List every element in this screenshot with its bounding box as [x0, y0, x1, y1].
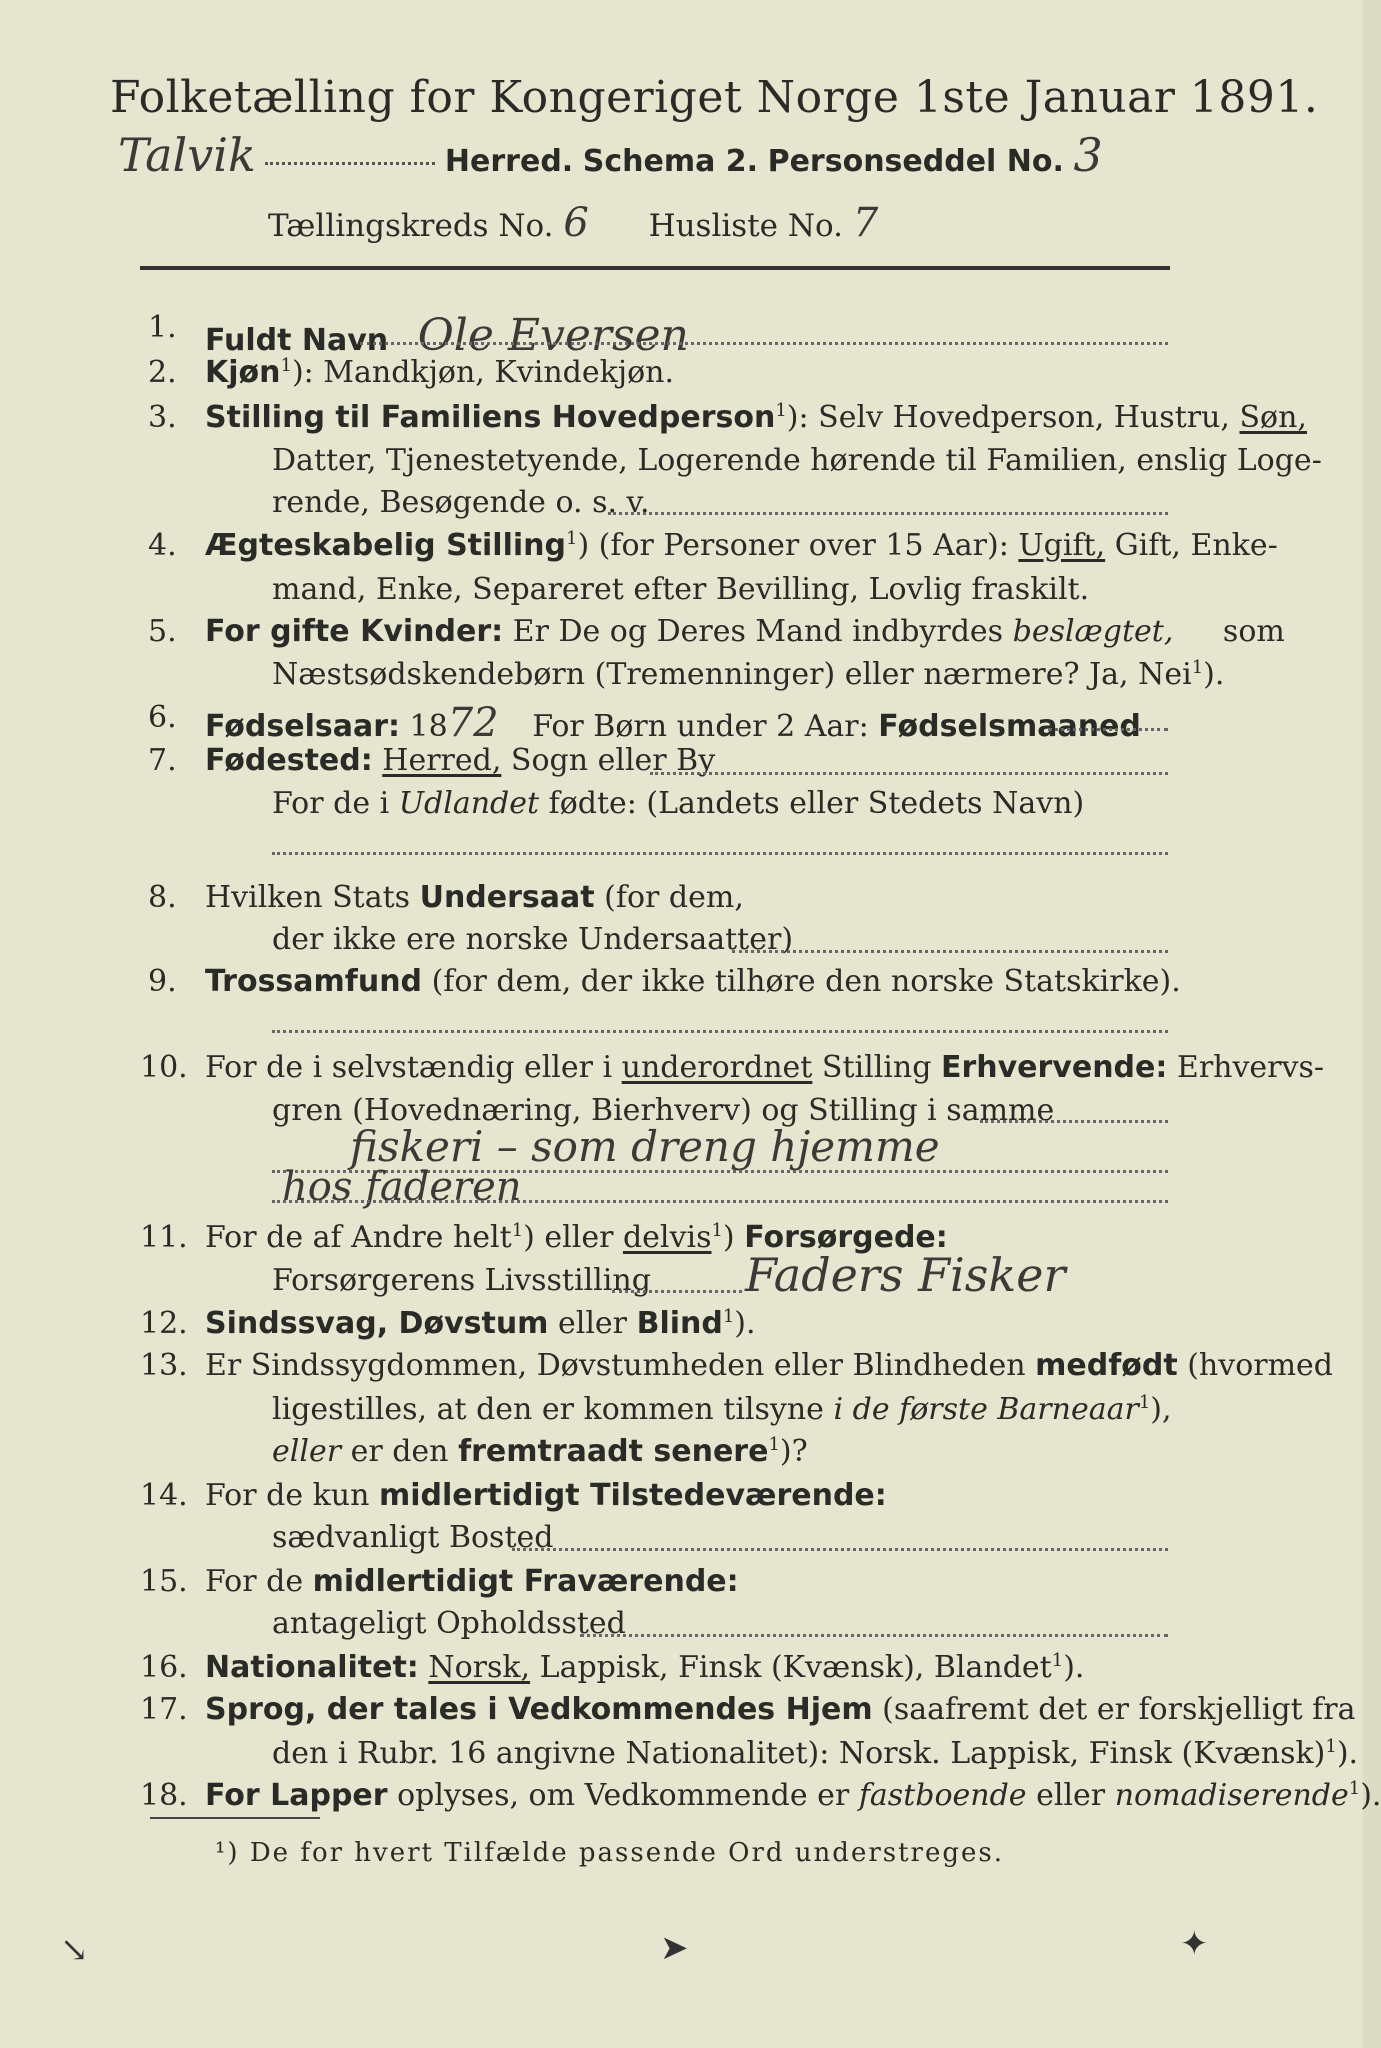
- item-3: Stilling til Familiens Hovedperson$^1$): Selv Hovedperson, Hustru, Søn,: [205, 400, 1307, 435]
- item-2: Kjøn$^1$): Mandkjøn, Kvindekjøn.: [205, 355, 674, 390]
- item-label: medfødt: [1035, 1348, 1178, 1383]
- dotted-leader: [1048, 728, 1168, 731]
- footnote-rule: [150, 1817, 320, 1819]
- item-number: 12.: [140, 1306, 188, 1341]
- item-number: 1.: [148, 310, 177, 345]
- underlined-answer: Herred,: [382, 743, 502, 778]
- item-12: Sindssvag, Døvstum eller Blind$^1$).: [205, 1306, 756, 1341]
- item-6: Fødselsaar: 1872 For Børn under 2 Aar: Fødselsmaaned: [205, 700, 1141, 746]
- item-13-line-3: eller er den fremtraadt senere$^1$)?: [272, 1434, 808, 1469]
- form-title: Folketælling for Kongeriget Norge 1ste Januar 1891.: [110, 72, 1319, 123]
- item-7-line-2: For de i Udlandet fødte: (Landets eller Stedets Navn): [272, 786, 1085, 821]
- item-15-line-2: antageligt Opholdssted: [272, 1606, 626, 1641]
- birth-year-value: 72: [447, 700, 499, 746]
- dotted-leader: [608, 512, 1168, 515]
- dotted-leader: [272, 1030, 1168, 1033]
- dotted-leader: [580, 1634, 1168, 1637]
- kreds-label: Tællingskreds No.: [268, 208, 554, 244]
- underlined-answer: delvis: [622, 1220, 712, 1255]
- item-5-line-2: Næstsødskendebørn (Tremenninger) eller nærmere? Ja, Nei$^1$).: [272, 657, 1225, 692]
- item-14: For de kun midlertidigt Tilstedeværende:: [205, 1478, 887, 1513]
- item-label: Fødested:: [205, 743, 373, 778]
- item-number: 16.: [140, 1650, 188, 1685]
- husliste-value: 7: [852, 200, 879, 246]
- item-17: Sprog, der tales i Vedkommendes Hjem (saafremt det er forskjelligt fra: [205, 1692, 1356, 1727]
- schema-label: Schema 2.: [582, 144, 759, 179]
- herred-line: [118, 128, 1103, 182]
- item-3-line-2: Datter, Tjenestetyende, Logerende hørende til Familien, enslig Loge-: [272, 443, 1322, 478]
- item-4: Ægteskabelig Stilling$^1$) (for Personer over 15 Aar): Ugift, Gift, Enke-: [205, 528, 1278, 563]
- item-1: [205, 310, 689, 361]
- item-number: 18.: [140, 1778, 188, 1813]
- item-11-line-2: Forsørgerens Livsstilling: [272, 1263, 651, 1298]
- dotted-leader: [650, 772, 1168, 775]
- stray-mark: ➤: [660, 1928, 689, 1968]
- occupation-value-1: fiskeri – som dreng hjemme: [350, 1122, 940, 1171]
- dotted-leader: [732, 950, 1168, 953]
- item-number: 7.: [148, 743, 177, 778]
- dotted-leader: [512, 1548, 1168, 1551]
- item-number: 13.: [140, 1348, 188, 1383]
- item-16: Nationalitet: Norsk, Lappisk, Finsk (Kvænsk), Blandet$^1$).: [205, 1650, 1085, 1685]
- item-7: Fødested: Herred, Sogn eller By: [205, 743, 716, 778]
- item-label: Nationalitet:: [205, 1650, 419, 1685]
- item-label: For gifte Kvinder:: [205, 614, 504, 649]
- item-label: Ægteskabelig Stilling: [205, 528, 566, 563]
- underlined-answer: underordnet: [621, 1050, 813, 1085]
- footnote: ¹) De for hvert Tilfælde passende Ord understreges.: [215, 1838, 1005, 1868]
- item-9: Trossamfund (for dem, der ikke tilhøre den norske Statskirke).: [205, 964, 1181, 999]
- dotted-leader: [360, 342, 1168, 345]
- item-label: Stilling til Familiens Hovedperson: [205, 400, 776, 435]
- item-label: For Lapper: [205, 1778, 388, 1813]
- item-number: 10.: [140, 1050, 188, 1085]
- item-label: Undersaat: [419, 880, 595, 915]
- item-number: 2.: [148, 355, 177, 390]
- personseddel-label: Personseddel No.: [767, 144, 1064, 179]
- item-number: 17.: [140, 1692, 188, 1727]
- kreds-value: 6: [563, 200, 589, 246]
- item-number: 9.: [148, 964, 177, 999]
- item-label: Fuldt Navn: [205, 323, 389, 358]
- item-number: 5.: [148, 614, 177, 649]
- item-label: Erhvervende:: [940, 1050, 1168, 1085]
- item-10-line-2: gren (Hovednæring, Bierhverv) og Stilling i samme: [272, 1093, 1055, 1128]
- item-label: Forsørgede:: [744, 1220, 948, 1255]
- item-11: For de af Andre helt$^1$) eller delvis$^1$) Forsørgede:: [205, 1220, 948, 1255]
- item-label: Sprog, der tales i Vedkommendes Hjem: [205, 1692, 873, 1727]
- stray-mark: ↘: [60, 1930, 89, 1970]
- personseddel-value: 3: [1073, 128, 1103, 182]
- item-label: midlertidigt Fraværende:: [312, 1564, 739, 1599]
- dotted-leader: [980, 1120, 1168, 1123]
- header-rule: [140, 266, 1170, 270]
- item-14-line-2: sædvanligt Bosted: [272, 1520, 554, 1555]
- item-number: 11.: [140, 1220, 188, 1255]
- dotted-leader: [612, 1290, 742, 1293]
- item-13: Er Sindssygdommen, Døvstumheden eller Blindheden medfødt (hvormed: [205, 1348, 1333, 1383]
- item-15: For de midlertidigt Fraværende:: [205, 1564, 739, 1599]
- item-13-line-2: ligestilles, at den er kommen tilsyne i de første Barneaar$^1$),: [272, 1392, 1172, 1427]
- item-8: Hvilken Stats Undersaat (for dem,: [205, 880, 744, 915]
- dotted-leader: [265, 162, 435, 165]
- kreds-line: [268, 200, 878, 246]
- item-label: Kjøn: [205, 355, 281, 390]
- stray-mark: ✦: [1180, 1924, 1209, 1964]
- herred-label: Herred.: [444, 144, 574, 179]
- dotted-leader: [272, 1200, 1168, 1203]
- underlined-answer: Søn,: [1239, 400, 1307, 435]
- occupation-value-2: hos faderen: [282, 1164, 522, 1210]
- item-number: 8.: [148, 880, 177, 915]
- item-17-line-2: den i Rubr. 16 angivne Nationalitet): Norsk. Lappisk, Finsk (Kvænsk)$^1$).: [272, 1736, 1359, 1771]
- item-18: For Lapper oplyses, om Vedkommende er fastboende eller nomadiserende$^1$).: [205, 1778, 1381, 1813]
- item-label: Fødselsaar:: [205, 709, 400, 744]
- item-8-line-2: der ikke ere norske Undersaatter): [272, 922, 794, 957]
- item-4-line-2: mand, Enke, Separeret efter Bevilling, Lovlig fraskilt.: [272, 572, 1090, 607]
- item-label: midlertidigt Tilstedeværende:: [378, 1478, 887, 1513]
- item-3-line-3: rende, Besøgende o. s. v.: [272, 485, 650, 520]
- item-10: For de i selvstændig eller i underordnet Stilling Erhvervende: Erhvervs-: [205, 1050, 1325, 1085]
- underlined-answer: Norsk,: [428, 1650, 531, 1685]
- item-number: 15.: [140, 1564, 188, 1599]
- item-number: 14.: [140, 1478, 188, 1513]
- husliste-label: Husliste No.: [648, 208, 843, 244]
- full-name-value: Ole Eversen: [417, 310, 689, 361]
- item-number: 3.: [148, 400, 177, 435]
- underlined-answer: Ugift,: [1018, 528, 1106, 563]
- dotted-leader: [272, 852, 1168, 855]
- item-label: Sindssvag, Døvstum: [205, 1306, 549, 1341]
- supporter-occupation-value: Faders Fisker: [745, 1248, 1066, 1302]
- item-5: For gifte Kvinder: Er De og Deres Mand indbyrdes beslægtet, som: [205, 614, 1285, 649]
- item-label: Trossamfund: [205, 964, 423, 999]
- item-number: 6.: [148, 700, 177, 735]
- herred-value: Talvik: [118, 128, 256, 182]
- item-number: 4.: [148, 528, 177, 563]
